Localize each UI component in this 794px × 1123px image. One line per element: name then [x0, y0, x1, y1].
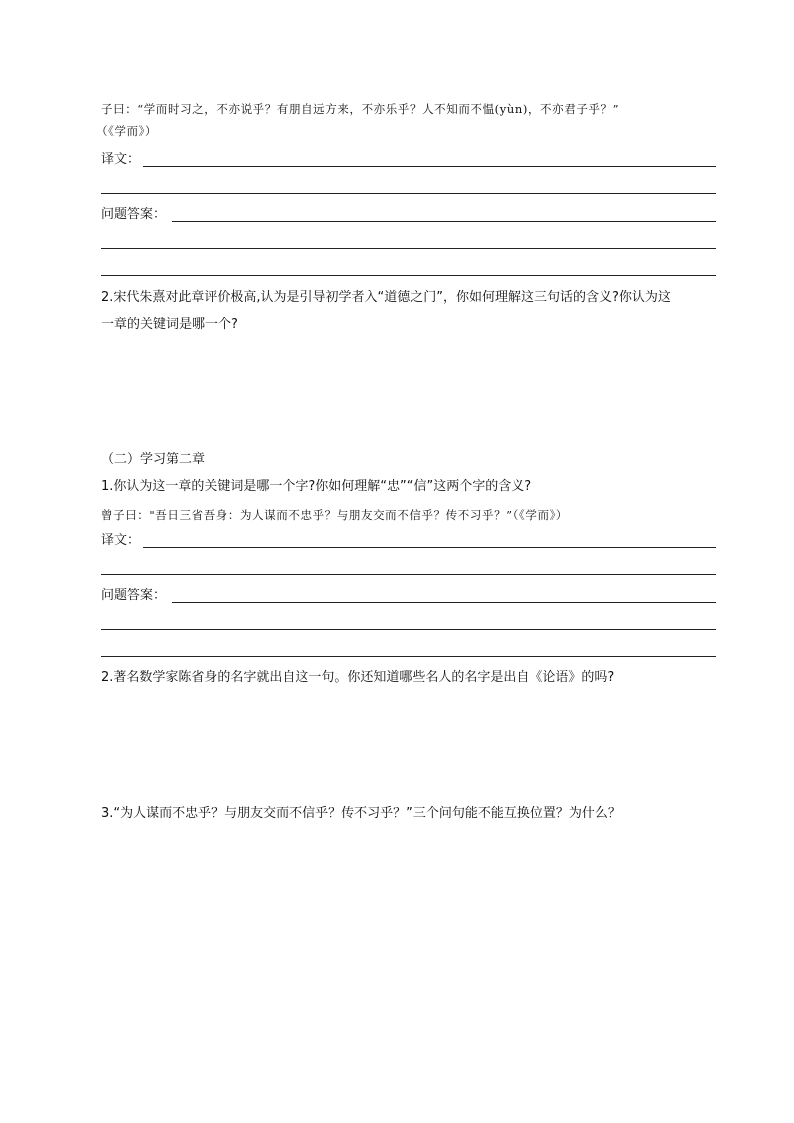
translation-label: 译文： [101, 533, 141, 548]
translation-answer-line[interactable] [143, 547, 716, 548]
question-answer-line[interactable] [101, 275, 716, 276]
question-answer-line[interactable] [101, 629, 716, 630]
quote-text: 曾子曰："吾日三省吾身：为人谋而不忠乎？与朋友交而不信乎？传不习乎？”（《学而》） [101, 508, 569, 522]
answer-label: 问题答案： [101, 207, 167, 222]
question-1-text: 1.你认为这一章的关键词是哪一个字?你如何理解“忠”“信”这两个字的含义? [101, 479, 532, 494]
question-2-text: 2.著名数学家陈省身的名字就出自这一句。你还知道哪些名人的名字是出自《论语》的吗? [101, 670, 615, 685]
translation-label: 译文： [101, 152, 141, 167]
question-answer-line[interactable] [172, 221, 716, 222]
translation-answer-line[interactable] [101, 193, 716, 194]
question-2-text-cont: 一章的关键词是哪一个? [101, 317, 238, 332]
answer-label: 问题答案： [101, 588, 167, 603]
question-answer-line[interactable] [172, 602, 716, 603]
translation-answer-line[interactable] [143, 166, 716, 167]
question-3-text: 3.“为人谋而不忠乎？与朋友交而不信乎？传不习乎？”三个问句能不能互换位置？为什么？ [101, 806, 621, 821]
question-answer-line[interactable] [101, 248, 716, 249]
question-2-text: 2.宋代朱熹对此章评价极高,认为是引导初学者入“道德之门”，你如何理解这三句话的含义?你认为这 [101, 290, 671, 305]
translation-answer-line[interactable] [101, 574, 716, 575]
section-heading: （二）学习第二章 [101, 452, 206, 467]
quote-source: （《学而》） [96, 124, 158, 138]
question-answer-line[interactable] [101, 656, 716, 657]
quote-text: 子曰：“学而时习之，不亦说乎？有朋自远方来，不亦乐乎？人不知而不愠(yùn)，不亦君子乎？” [101, 102, 620, 116]
